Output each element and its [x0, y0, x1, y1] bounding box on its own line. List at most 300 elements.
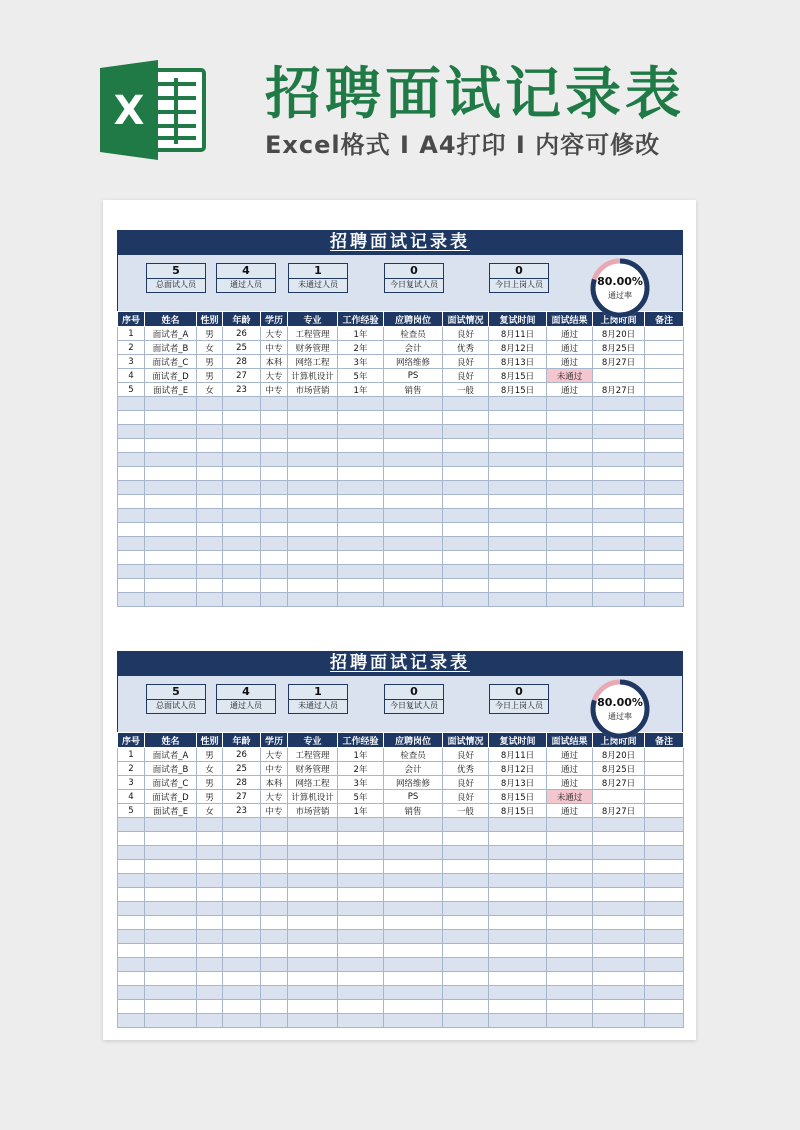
empty-cell[interactable]	[118, 509, 145, 523]
empty-cell[interactable]	[645, 523, 684, 537]
empty-cell[interactable]	[384, 495, 443, 509]
empty-cell[interactable]	[145, 818, 197, 832]
empty-cell[interactable]	[443, 593, 489, 607]
empty-cell[interactable]	[443, 523, 489, 537]
empty-cell[interactable]	[489, 888, 547, 902]
table-cell[interactable]	[645, 776, 684, 790]
empty-cell[interactable]	[261, 565, 288, 579]
empty-cell[interactable]	[223, 888, 261, 902]
empty-cell[interactable]	[443, 874, 489, 888]
empty-cell[interactable]	[261, 509, 288, 523]
empty-cell[interactable]	[223, 593, 261, 607]
empty-cell[interactable]	[489, 846, 547, 860]
table-cell[interactable]: 工程管理	[288, 327, 338, 341]
empty-cell[interactable]	[645, 425, 684, 439]
empty-cell[interactable]	[288, 593, 338, 607]
table-cell[interactable]: 27	[223, 369, 261, 383]
table-cell[interactable]: 27	[223, 790, 261, 804]
table-cell[interactable]: 通过	[547, 776, 593, 790]
empty-cell[interactable]	[547, 565, 593, 579]
empty-cell[interactable]	[338, 1014, 384, 1028]
empty-cell[interactable]	[547, 958, 593, 972]
empty-cell[interactable]	[645, 579, 684, 593]
table-cell[interactable]: 5	[118, 804, 145, 818]
empty-cell[interactable]	[593, 495, 645, 509]
empty-cell[interactable]	[338, 495, 384, 509]
empty-cell[interactable]	[593, 551, 645, 565]
empty-cell[interactable]	[547, 593, 593, 607]
column-header[interactable]: 年龄	[223, 312, 261, 327]
empty-cell[interactable]	[145, 832, 197, 846]
empty-cell[interactable]	[197, 425, 223, 439]
empty-cell[interactable]	[223, 1014, 261, 1028]
table-cell[interactable]: 5	[118, 383, 145, 397]
empty-cell[interactable]	[443, 425, 489, 439]
empty-cell[interactable]	[384, 397, 443, 411]
empty-cell[interactable]	[223, 453, 261, 467]
empty-cell[interactable]	[338, 818, 384, 832]
empty-cell[interactable]	[288, 972, 338, 986]
column-header[interactable]: 性别	[197, 312, 223, 327]
table-cell[interactable]: 8月13日	[489, 776, 547, 790]
empty-cell[interactable]	[223, 902, 261, 916]
column-header[interactable]: 性别	[197, 733, 223, 748]
table-cell[interactable]	[645, 748, 684, 762]
table-cell[interactable]	[645, 790, 684, 804]
empty-cell[interactable]	[118, 832, 145, 846]
table-cell[interactable]: 财务管理	[288, 762, 338, 776]
table-cell[interactable]: 一般	[443, 804, 489, 818]
empty-cell[interactable]	[118, 930, 145, 944]
empty-cell[interactable]	[223, 1000, 261, 1014]
empty-cell[interactable]	[261, 439, 288, 453]
empty-cell[interactable]	[261, 467, 288, 481]
table-cell[interactable]: PS	[384, 790, 443, 804]
table-cell[interactable]: 优秀	[443, 341, 489, 355]
empty-cell[interactable]	[223, 411, 261, 425]
empty-cell[interactable]	[593, 902, 645, 916]
empty-cell[interactable]	[547, 425, 593, 439]
empty-cell[interactable]	[197, 916, 223, 930]
empty-cell[interactable]	[593, 397, 645, 411]
empty-cell[interactable]	[223, 537, 261, 551]
empty-cell[interactable]	[338, 467, 384, 481]
empty-cell[interactable]	[443, 958, 489, 972]
table-cell[interactable]: 面试者_A	[145, 748, 197, 762]
empty-cell[interactable]	[338, 888, 384, 902]
empty-cell[interactable]	[288, 832, 338, 846]
empty-cell[interactable]	[145, 453, 197, 467]
table-cell[interactable]: 大专	[261, 748, 288, 762]
empty-cell[interactable]	[547, 439, 593, 453]
empty-cell[interactable]	[288, 860, 338, 874]
empty-cell[interactable]	[118, 593, 145, 607]
table-cell[interactable]: 8月20日	[593, 748, 645, 762]
empty-cell[interactable]	[547, 537, 593, 551]
table-cell[interactable]: 通过	[547, 804, 593, 818]
empty-cell[interactable]	[145, 930, 197, 944]
empty-cell[interactable]	[118, 425, 145, 439]
empty-cell[interactable]	[384, 1014, 443, 1028]
table-cell[interactable]	[645, 341, 684, 355]
empty-cell[interactable]	[645, 846, 684, 860]
empty-cell[interactable]	[288, 467, 338, 481]
table-cell[interactable]: 通过	[547, 762, 593, 776]
empty-cell[interactable]	[384, 832, 443, 846]
table-cell[interactable]: 男	[197, 790, 223, 804]
empty-cell[interactable]	[593, 509, 645, 523]
table-cell[interactable]: 26	[223, 327, 261, 341]
empty-cell[interactable]	[338, 453, 384, 467]
empty-cell[interactable]	[489, 944, 547, 958]
table-cell[interactable]: 财务管理	[288, 341, 338, 355]
empty-cell[interactable]	[645, 1014, 684, 1028]
empty-cell[interactable]	[197, 958, 223, 972]
empty-cell[interactable]	[489, 551, 547, 565]
column-header[interactable]: 备注	[645, 312, 684, 327]
empty-cell[interactable]	[118, 1000, 145, 1014]
empty-cell[interactable]	[384, 523, 443, 537]
table-cell[interactable]: 1年	[338, 383, 384, 397]
column-header[interactable]: 面试情况	[443, 733, 489, 748]
empty-cell[interactable]	[223, 551, 261, 565]
empty-cell[interactable]	[443, 846, 489, 860]
empty-cell[interactable]	[443, 832, 489, 846]
empty-cell[interactable]	[197, 593, 223, 607]
empty-cell[interactable]	[384, 593, 443, 607]
table-cell[interactable]: 男	[197, 748, 223, 762]
empty-cell[interactable]	[645, 453, 684, 467]
empty-cell[interactable]	[384, 930, 443, 944]
column-header[interactable]: 专业	[288, 733, 338, 748]
empty-cell[interactable]	[223, 818, 261, 832]
empty-cell[interactable]	[261, 916, 288, 930]
table-cell[interactable]: 通过	[547, 748, 593, 762]
empty-cell[interactable]	[547, 818, 593, 832]
table-cell[interactable]: 网络工程	[288, 355, 338, 369]
table-cell[interactable]: 优秀	[443, 762, 489, 776]
table-cell[interactable]	[645, 355, 684, 369]
empty-cell[interactable]	[645, 509, 684, 523]
empty-cell[interactable]	[489, 593, 547, 607]
empty-cell[interactable]	[593, 832, 645, 846]
table-cell[interactable]: 8月15日	[489, 383, 547, 397]
empty-cell[interactable]	[338, 537, 384, 551]
empty-cell[interactable]	[384, 565, 443, 579]
empty-cell[interactable]	[443, 467, 489, 481]
empty-cell[interactable]	[443, 972, 489, 986]
table-cell[interactable]: 本科	[261, 776, 288, 790]
empty-cell[interactable]	[547, 1014, 593, 1028]
empty-cell[interactable]	[145, 537, 197, 551]
empty-cell[interactable]	[223, 495, 261, 509]
table-cell[interactable]: 中专	[261, 383, 288, 397]
table-cell[interactable]: 23	[223, 383, 261, 397]
table-cell[interactable]: 面试者_E	[145, 383, 197, 397]
empty-cell[interactable]	[118, 874, 145, 888]
empty-cell[interactable]	[118, 397, 145, 411]
empty-cell[interactable]	[145, 565, 197, 579]
empty-cell[interactable]	[261, 537, 288, 551]
empty-cell[interactable]	[443, 916, 489, 930]
empty-cell[interactable]	[489, 439, 547, 453]
empty-cell[interactable]	[261, 481, 288, 495]
empty-cell[interactable]	[489, 902, 547, 916]
empty-cell[interactable]	[197, 467, 223, 481]
empty-cell[interactable]	[197, 1014, 223, 1028]
empty-cell[interactable]	[645, 958, 684, 972]
empty-cell[interactable]	[288, 958, 338, 972]
empty-cell[interactable]	[489, 523, 547, 537]
empty-cell[interactable]	[197, 453, 223, 467]
empty-cell[interactable]	[489, 832, 547, 846]
empty-cell[interactable]	[118, 944, 145, 958]
table-cell[interactable]: 良好	[443, 776, 489, 790]
empty-cell[interactable]	[593, 481, 645, 495]
empty-cell[interactable]	[443, 818, 489, 832]
table-cell[interactable]: 销售	[384, 804, 443, 818]
empty-cell[interactable]	[288, 411, 338, 425]
table-cell[interactable]: 未通过	[547, 790, 593, 804]
table-cell[interactable]: 面试者_B	[145, 341, 197, 355]
table-cell[interactable]: 市场营销	[288, 804, 338, 818]
empty-cell[interactable]	[489, 930, 547, 944]
table-cell[interactable]	[645, 762, 684, 776]
empty-cell[interactable]	[197, 495, 223, 509]
table-cell[interactable]: 23	[223, 804, 261, 818]
empty-cell[interactable]	[547, 509, 593, 523]
empty-cell[interactable]	[645, 930, 684, 944]
table-cell[interactable]: 8月27日	[593, 383, 645, 397]
empty-cell[interactable]	[338, 1000, 384, 1014]
empty-cell[interactable]	[443, 860, 489, 874]
table-cell[interactable]: 28	[223, 355, 261, 369]
table-cell[interactable]: 8月20日	[593, 327, 645, 341]
empty-cell[interactable]	[443, 565, 489, 579]
empty-cell[interactable]	[547, 874, 593, 888]
table-cell[interactable]: 一般	[443, 383, 489, 397]
empty-cell[interactable]	[145, 523, 197, 537]
table-cell[interactable]: 本科	[261, 355, 288, 369]
empty-cell[interactable]	[593, 411, 645, 425]
empty-cell[interactable]	[338, 523, 384, 537]
empty-cell[interactable]	[338, 397, 384, 411]
empty-cell[interactable]	[384, 453, 443, 467]
table-cell[interactable]: 25	[223, 762, 261, 776]
empty-cell[interactable]	[384, 467, 443, 481]
empty-cell[interactable]	[197, 523, 223, 537]
table-cell[interactable]: 面试者_D	[145, 369, 197, 383]
empty-cell[interactable]	[288, 397, 338, 411]
empty-cell[interactable]	[145, 425, 197, 439]
table-cell[interactable]	[645, 383, 684, 397]
table-cell[interactable]	[645, 327, 684, 341]
empty-cell[interactable]	[489, 537, 547, 551]
table-cell[interactable]: 良好	[443, 748, 489, 762]
empty-cell[interactable]	[223, 846, 261, 860]
empty-cell[interactable]	[384, 481, 443, 495]
empty-cell[interactable]	[489, 972, 547, 986]
empty-cell[interactable]	[118, 972, 145, 986]
table-cell[interactable]: 1年	[338, 327, 384, 341]
empty-cell[interactable]	[261, 972, 288, 986]
empty-cell[interactable]	[489, 860, 547, 874]
table-cell[interactable]: 未通过	[547, 369, 593, 383]
empty-cell[interactable]	[443, 986, 489, 1000]
empty-cell[interactable]	[223, 481, 261, 495]
empty-cell[interactable]	[443, 888, 489, 902]
empty-cell[interactable]	[261, 846, 288, 860]
empty-cell[interactable]	[118, 818, 145, 832]
empty-cell[interactable]	[489, 1000, 547, 1014]
empty-cell[interactable]	[384, 888, 443, 902]
empty-cell[interactable]	[338, 411, 384, 425]
table-cell[interactable]: 8月11日	[489, 748, 547, 762]
empty-cell[interactable]	[223, 397, 261, 411]
empty-cell[interactable]	[443, 453, 489, 467]
empty-cell[interactable]	[338, 425, 384, 439]
empty-cell[interactable]	[145, 551, 197, 565]
table-cell[interactable]: 8月15日	[489, 804, 547, 818]
empty-cell[interactable]	[288, 453, 338, 467]
empty-cell[interactable]	[384, 986, 443, 1000]
table-cell[interactable]: 8月25日	[593, 341, 645, 355]
table-cell[interactable]: 面试者_B	[145, 762, 197, 776]
empty-cell[interactable]	[118, 1014, 145, 1028]
empty-cell[interactable]	[261, 888, 288, 902]
empty-cell[interactable]	[593, 1014, 645, 1028]
table-cell[interactable]: 通过	[547, 327, 593, 341]
table-cell[interactable]: 男	[197, 776, 223, 790]
table-cell[interactable]: 网络维修	[384, 776, 443, 790]
empty-cell[interactable]	[645, 888, 684, 902]
empty-cell[interactable]	[118, 986, 145, 1000]
empty-cell[interactable]	[547, 916, 593, 930]
empty-cell[interactable]	[443, 537, 489, 551]
empty-cell[interactable]	[547, 467, 593, 481]
empty-cell[interactable]	[593, 944, 645, 958]
empty-cell[interactable]	[547, 930, 593, 944]
empty-cell[interactable]	[593, 972, 645, 986]
empty-cell[interactable]	[547, 902, 593, 916]
table-cell[interactable]: 面试者_C	[145, 355, 197, 369]
column-header[interactable]: 工作经验	[338, 733, 384, 748]
table-cell[interactable]: 大专	[261, 327, 288, 341]
empty-cell[interactable]	[443, 481, 489, 495]
empty-cell[interactable]	[145, 439, 197, 453]
table-cell[interactable]: 网络维修	[384, 355, 443, 369]
table-cell[interactable]: 面试者_E	[145, 804, 197, 818]
empty-cell[interactable]	[384, 1000, 443, 1014]
empty-cell[interactable]	[489, 425, 547, 439]
table-cell[interactable]: 中专	[261, 341, 288, 355]
empty-cell[interactable]	[489, 495, 547, 509]
empty-cell[interactable]	[338, 944, 384, 958]
empty-cell[interactable]	[288, 1014, 338, 1028]
table-cell[interactable]: 女	[197, 804, 223, 818]
empty-cell[interactable]	[145, 846, 197, 860]
column-header[interactable]: 复试时间	[489, 312, 547, 327]
empty-cell[interactable]	[261, 986, 288, 1000]
table-cell[interactable]: 1	[118, 748, 145, 762]
empty-cell[interactable]	[547, 1000, 593, 1014]
empty-cell[interactable]	[261, 523, 288, 537]
table-cell[interactable]: 大专	[261, 369, 288, 383]
column-header[interactable]: 年龄	[223, 733, 261, 748]
empty-cell[interactable]	[118, 467, 145, 481]
table-cell[interactable]: 面试者_A	[145, 327, 197, 341]
table-cell[interactable]: 检查员	[384, 748, 443, 762]
empty-cell[interactable]	[338, 902, 384, 916]
table-cell[interactable]: 面试者_D	[145, 790, 197, 804]
empty-cell[interactable]	[593, 818, 645, 832]
table-cell[interactable]: 2年	[338, 341, 384, 355]
table-cell[interactable]: 26	[223, 748, 261, 762]
empty-cell[interactable]	[593, 565, 645, 579]
empty-cell[interactable]	[288, 551, 338, 565]
column-header[interactable]: 上岗时间	[593, 312, 645, 327]
empty-cell[interactable]	[197, 832, 223, 846]
empty-cell[interactable]	[489, 565, 547, 579]
empty-cell[interactable]	[197, 537, 223, 551]
empty-cell[interactable]	[593, 439, 645, 453]
table-cell[interactable]: 良好	[443, 327, 489, 341]
empty-cell[interactable]	[145, 874, 197, 888]
empty-cell[interactable]	[223, 425, 261, 439]
table-cell[interactable]: 1年	[338, 748, 384, 762]
empty-cell[interactable]	[197, 579, 223, 593]
empty-cell[interactable]	[223, 467, 261, 481]
empty-cell[interactable]	[645, 481, 684, 495]
empty-cell[interactable]	[384, 860, 443, 874]
empty-cell[interactable]	[443, 411, 489, 425]
table-cell[interactable]: 1	[118, 327, 145, 341]
empty-cell[interactable]	[288, 874, 338, 888]
empty-cell[interactable]	[384, 874, 443, 888]
empty-cell[interactable]	[118, 846, 145, 860]
empty-cell[interactable]	[338, 972, 384, 986]
column-header[interactable]: 专业	[288, 312, 338, 327]
table-cell[interactable]: 2年	[338, 762, 384, 776]
empty-cell[interactable]	[288, 916, 338, 930]
empty-cell[interactable]	[288, 986, 338, 1000]
column-header[interactable]: 上岗时间	[593, 733, 645, 748]
empty-cell[interactable]	[145, 1014, 197, 1028]
column-header[interactable]: 学历	[261, 312, 288, 327]
empty-cell[interactable]	[384, 551, 443, 565]
empty-cell[interactable]	[261, 860, 288, 874]
table-cell[interactable]: 会计	[384, 762, 443, 776]
empty-cell[interactable]	[118, 958, 145, 972]
empty-cell[interactable]	[547, 411, 593, 425]
empty-cell[interactable]	[338, 930, 384, 944]
table-cell[interactable]: 3年	[338, 355, 384, 369]
empty-cell[interactable]	[338, 916, 384, 930]
empty-cell[interactable]	[489, 1014, 547, 1028]
empty-cell[interactable]	[288, 1000, 338, 1014]
table-cell[interactable]: 销售	[384, 383, 443, 397]
empty-cell[interactable]	[645, 439, 684, 453]
table-cell[interactable]: 男	[197, 327, 223, 341]
empty-cell[interactable]	[288, 930, 338, 944]
table-cell[interactable]: PS	[384, 369, 443, 383]
empty-cell[interactable]	[118, 495, 145, 509]
empty-cell[interactable]	[197, 874, 223, 888]
empty-cell[interactable]	[645, 1000, 684, 1014]
empty-cell[interactable]	[338, 832, 384, 846]
table-cell[interactable]: 男	[197, 369, 223, 383]
empty-cell[interactable]	[593, 860, 645, 874]
